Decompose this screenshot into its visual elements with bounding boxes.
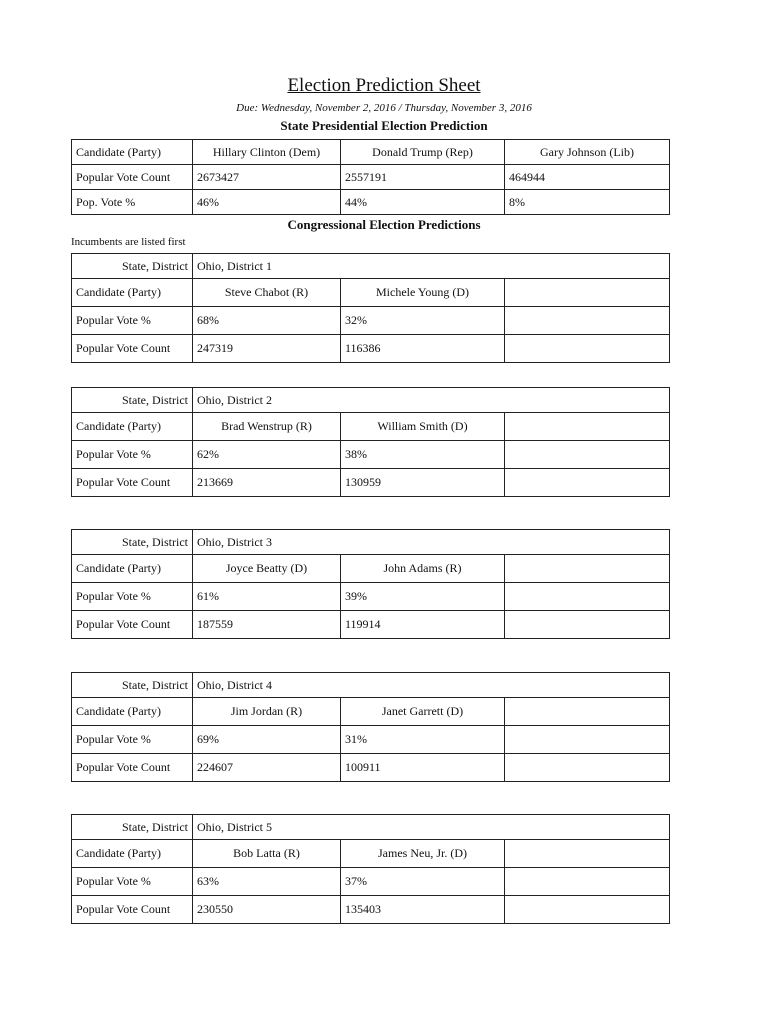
vote-pct-cell: 8% bbox=[505, 190, 670, 215]
district-table bbox=[71, 814, 670, 924]
vote-count-cell: 116386 bbox=[341, 335, 505, 363]
vote-pct-cell: 31% bbox=[341, 726, 505, 754]
row-label: State, District bbox=[72, 673, 193, 698]
vote-pct-cell: 44% bbox=[341, 190, 505, 215]
table-row bbox=[72, 140, 670, 165]
vote-count-cell: 464944 bbox=[505, 165, 670, 190]
candidate-cell: John Adams (R) bbox=[341, 555, 505, 583]
presidential-table bbox=[71, 139, 670, 215]
empty-cell bbox=[505, 840, 670, 868]
district-name: Ohio, District 1 bbox=[193, 254, 670, 279]
table-row bbox=[72, 726, 670, 754]
vote-pct-cell: 46% bbox=[193, 190, 341, 215]
row-label: Popular Vote Count bbox=[72, 165, 193, 190]
vote-pct-cell: 63% bbox=[193, 868, 341, 896]
candidate-cell: William Smith (D) bbox=[341, 413, 505, 441]
table-row bbox=[72, 413, 670, 441]
candidate-cell: Jim Jordan (R) bbox=[193, 698, 341, 726]
vote-pct-cell: 68% bbox=[193, 307, 341, 335]
table-row bbox=[72, 896, 670, 924]
table-row bbox=[72, 530, 670, 555]
row-label: Popular Vote % bbox=[72, 583, 193, 611]
vote-pct-cell: 61% bbox=[193, 583, 341, 611]
table-row bbox=[72, 165, 670, 190]
vote-count-cell: 100911 bbox=[341, 754, 505, 782]
district-table bbox=[71, 253, 670, 363]
empty-cell bbox=[505, 441, 670, 469]
table-row bbox=[72, 698, 670, 726]
row-label: State, District bbox=[72, 254, 193, 279]
vote-pct-cell: 38% bbox=[341, 441, 505, 469]
table-row bbox=[72, 555, 670, 583]
vote-count-cell: 213669 bbox=[193, 469, 341, 497]
empty-cell bbox=[505, 279, 670, 307]
district-name: Ohio, District 2 bbox=[193, 388, 670, 413]
row-label: State, District bbox=[72, 530, 193, 555]
incumbents-note: Incumbents are listed first bbox=[71, 236, 186, 248]
row-label: Popular Vote Count bbox=[72, 754, 193, 782]
empty-cell bbox=[505, 413, 670, 441]
row-label: Popular Vote Count bbox=[72, 469, 193, 497]
vote-count-cell: 2673427 bbox=[193, 165, 341, 190]
table-row bbox=[72, 815, 670, 840]
table-row bbox=[72, 307, 670, 335]
candidate-cell: Donald Trump (Rep) bbox=[341, 140, 505, 165]
row-label: State, District bbox=[72, 388, 193, 413]
empty-cell bbox=[505, 896, 670, 924]
district-table bbox=[71, 529, 670, 639]
candidate-cell: Hillary Clinton (Dem) bbox=[193, 140, 341, 165]
row-label: Popular Vote Count bbox=[72, 896, 193, 924]
vote-count-cell: 2557191 bbox=[341, 165, 505, 190]
row-label: Popular Vote % bbox=[72, 307, 193, 335]
table-row bbox=[72, 673, 670, 698]
empty-cell bbox=[505, 868, 670, 896]
candidate-cell: Bob Latta (R) bbox=[193, 840, 341, 868]
empty-cell bbox=[505, 555, 670, 583]
empty-cell bbox=[505, 754, 670, 782]
empty-cell bbox=[505, 307, 670, 335]
row-label: State, District bbox=[72, 815, 193, 840]
candidate-cell: James Neu, Jr. (D) bbox=[341, 840, 505, 868]
vote-count-cell: 135403 bbox=[341, 896, 505, 924]
due-dates: Due: Wednesday, November 2, 2016 / Thursday, November 3, 2016 bbox=[236, 102, 532, 114]
vote-count-cell: 119914 bbox=[341, 611, 505, 639]
district-name: Ohio, District 5 bbox=[193, 815, 670, 840]
empty-cell bbox=[505, 335, 670, 363]
vote-count-cell: 130959 bbox=[341, 469, 505, 497]
district-table bbox=[71, 387, 670, 497]
table-row bbox=[72, 279, 670, 307]
table-row bbox=[72, 469, 670, 497]
row-label: Candidate (Party) bbox=[72, 840, 193, 868]
candidate-cell: Janet Garrett (D) bbox=[341, 698, 505, 726]
vote-pct-cell: 37% bbox=[341, 868, 505, 896]
row-label: Candidate (Party) bbox=[72, 555, 193, 583]
row-label: Popular Vote % bbox=[72, 726, 193, 754]
row-label: Pop. Vote % bbox=[72, 190, 193, 215]
row-label: Popular Vote Count bbox=[72, 335, 193, 363]
vote-pct-cell: 32% bbox=[341, 307, 505, 335]
candidate-cell: Gary Johnson (Lib) bbox=[505, 140, 670, 165]
vote-count-cell: 230550 bbox=[193, 896, 341, 924]
empty-cell bbox=[505, 698, 670, 726]
row-label: Candidate (Party) bbox=[72, 279, 193, 307]
candidate-cell: Steve Chabot (R) bbox=[193, 279, 341, 307]
table-row bbox=[72, 840, 670, 868]
presidential-heading: State Presidential Election Prediction bbox=[280, 118, 488, 133]
table-row bbox=[72, 441, 670, 469]
candidate-cell: Michele Young (D) bbox=[341, 279, 505, 307]
empty-cell bbox=[505, 583, 670, 611]
candidate-cell: Joyce Beatty (D) bbox=[193, 555, 341, 583]
empty-cell bbox=[505, 611, 670, 639]
vote-pct-cell: 69% bbox=[193, 726, 341, 754]
row-label: Popular Vote Count bbox=[72, 611, 193, 639]
vote-count-cell: 224607 bbox=[193, 754, 341, 782]
table-row bbox=[72, 190, 670, 215]
candidate-cell: Brad Wenstrup (R) bbox=[193, 413, 341, 441]
vote-pct-cell: 62% bbox=[193, 441, 341, 469]
empty-cell bbox=[505, 726, 670, 754]
row-label: Popular Vote % bbox=[72, 868, 193, 896]
row-label: Candidate (Party) bbox=[72, 140, 193, 165]
table-row bbox=[72, 335, 670, 363]
table-row bbox=[72, 388, 670, 413]
table-row bbox=[72, 868, 670, 896]
table-row bbox=[72, 254, 670, 279]
row-label: Popular Vote % bbox=[72, 441, 193, 469]
vote-pct-cell: 39% bbox=[341, 583, 505, 611]
row-label: Candidate (Party) bbox=[72, 698, 193, 726]
page-title: Election Prediction Sheet bbox=[287, 75, 481, 96]
vote-count-cell: 247319 bbox=[193, 335, 341, 363]
vote-count-cell: 187559 bbox=[193, 611, 341, 639]
table-row bbox=[72, 583, 670, 611]
row-label: Candidate (Party) bbox=[72, 413, 193, 441]
congressional-heading: Congressional Election Predictions bbox=[287, 217, 481, 232]
district-name: Ohio, District 4 bbox=[193, 673, 670, 698]
district-name: Ohio, District 3 bbox=[193, 530, 670, 555]
empty-cell bbox=[505, 469, 670, 497]
table-row bbox=[72, 754, 670, 782]
table-row bbox=[72, 611, 670, 639]
district-table bbox=[71, 672, 670, 782]
